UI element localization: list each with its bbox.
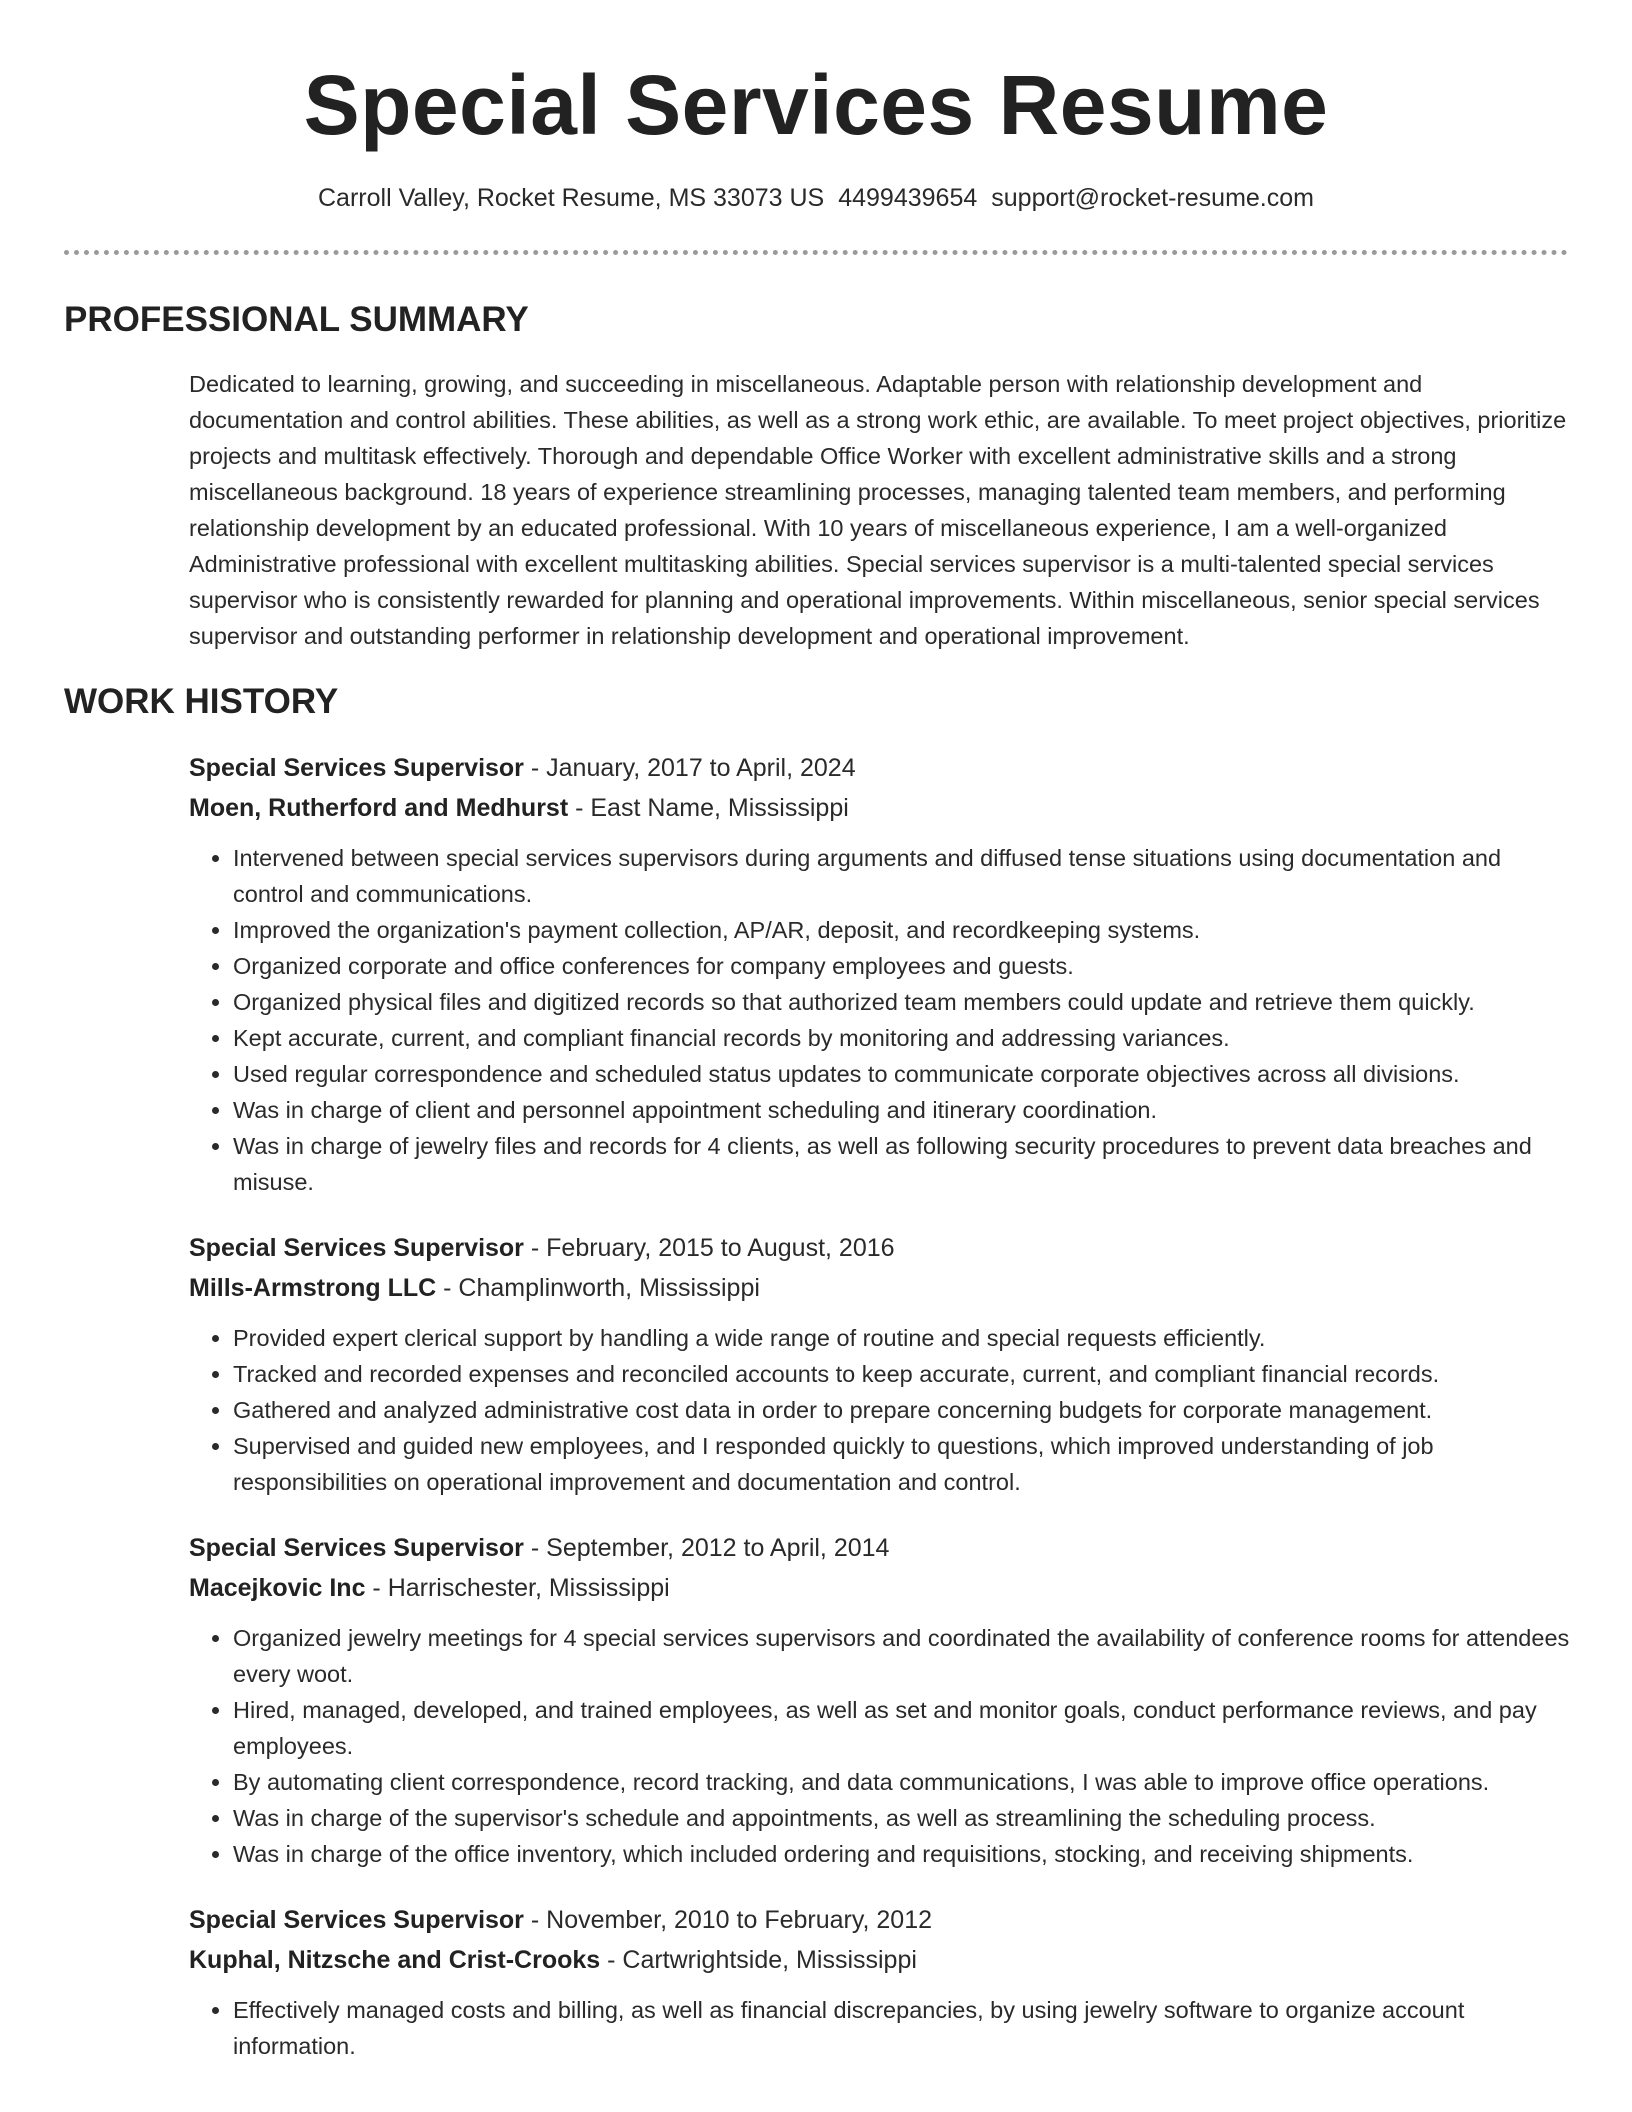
job-bullet: • Was in charge of the office inventory, which included ordering and requisitions, stocking, and receiving shipments. xyxy=(233,1836,1572,1872)
job-bullet: • Was in charge of the supervisor's schedule and appointments, as well as streamlining the scheduling process. xyxy=(233,1800,1572,1836)
job-bullet: • Improved the organization's payment collection, AP/AR, deposit, and recordkeeping systems. xyxy=(233,912,1572,948)
job-role: Special Services Supervisor xyxy=(189,1906,524,1934)
work-history-heading: WORK HISTORY xyxy=(64,682,339,721)
job-location: - Harrischester, Mississippi xyxy=(365,1574,670,1602)
job-bullets xyxy=(189,1992,1572,2064)
job-title-line xyxy=(189,748,1572,788)
job-bullet: • Intervened between special services supervisors during arguments and diffused tense situations using documentation and control and communications. xyxy=(233,840,1572,912)
header-divider xyxy=(64,250,1568,255)
job-company-line xyxy=(189,1268,1572,1308)
job-role: Special Services Supervisor xyxy=(189,754,524,782)
job-bullet: • Used regular correspondence and scheduled status updates to communicate corporate objectives across all divisions. xyxy=(233,1056,1572,1092)
job-bullet: • Tracked and recorded expenses and reconciled accounts to keep accurate, current, and compliant financial records. xyxy=(233,1356,1572,1392)
job-bullet: • Was in charge of jewelry files and records for 4 clients, as well as following security procedures to prevent data breaches and misuse. xyxy=(233,1128,1572,1200)
job-entry xyxy=(189,748,1572,1200)
job-bullets xyxy=(189,1620,1572,1872)
job-dates: - November, 2010 to February, 2012 xyxy=(523,1906,933,1934)
job-role: Special Services Supervisor xyxy=(189,1234,524,1262)
job-bullet: • Organized physical files and digitized records so that authorized team members could update and retrieve them quickly. xyxy=(233,984,1572,1020)
job-bullet: • By automating client correspondence, record tracking, and data communications, I was able to improve office operations. xyxy=(233,1764,1572,1800)
job-entry xyxy=(189,1228,1572,1500)
job-bullets xyxy=(189,1320,1572,1500)
job-dates: - February, 2015 to August, 2016 xyxy=(523,1234,895,1262)
job-location: - East Name, Mississippi xyxy=(568,794,849,822)
job-dates: - September, 2012 to April, 2014 xyxy=(523,1534,890,1562)
summary-heading: PROFESSIONAL SUMMARY xyxy=(64,300,529,339)
job-bullet: • Effectively managed costs and billing, as well as financial discrepancies, by using jewelry software to organize account information. xyxy=(233,1992,1572,2064)
job-title-line xyxy=(189,1528,1572,1568)
job-dates: - January, 2017 to April, 2024 xyxy=(523,754,856,782)
job-entry xyxy=(189,1900,1572,2064)
job-company: Kuphal, Nitzsche and Crist-Crooks xyxy=(189,1946,601,1974)
work-history-list xyxy=(189,748,1572,2092)
job-bullet: • Was in charge of client and personnel appointment scheduling and itinerary coordination. xyxy=(233,1092,1572,1128)
job-bullet: • Supervised and guided new employees, and I responded quickly to questions, which improved understanding of job responsibilities on operational improvement and documentation and control. xyxy=(233,1428,1572,1500)
job-bullet: • Gathered and analyzed administrative cost data in order to prepare concerning budgets for corporate management. xyxy=(233,1392,1572,1428)
job-title-line xyxy=(189,1900,1572,1940)
job-bullet: • Organized corporate and office conferences for company employees and guests. xyxy=(233,948,1572,984)
contact-address: Carroll Valley, Rocket Resume, MS 33073 US xyxy=(318,184,825,212)
job-bullet: • Organized jewelry meetings for 4 special services supervisors and coordinated the availability of conference rooms for attendees every woot. xyxy=(233,1620,1572,1692)
job-bullet: • Provided expert clerical support by handling a wide range of routine and special requests efficiently. xyxy=(233,1320,1572,1356)
job-role: Special Services Supervisor xyxy=(189,1534,524,1562)
job-bullet: • Hired, managed, developed, and trained employees, as well as set and monitor goals, conduct performance reviews, and pay employees. xyxy=(233,1692,1572,1764)
job-bullet: • Kept accurate, current, and compliant financial records by monitoring and addressing variances. xyxy=(233,1020,1572,1056)
job-location: - Cartwrightside, Mississippi xyxy=(600,1946,917,1974)
summary-text: Dedicated to learning, growing, and succeeding in miscellaneous. Adaptable person with relationship development and documentation and control abilities. These abilities, as well as a strong work ethic, are available. To meet project objectives, prioritize projects and multitask effectively. Thorough and dependable Office Worker with excellent administrative skills and a strong miscellaneous background. 18 years of experience streamlining processes, managing talented team members, and performing relationship development by an educated professional. With 10 years of miscellaneous experience, I am a well-organized Administrative professional with excellent multitasking abilities. Special services supervisor is a multi-talented special services supervisor who is consistently rewarded for planning and operational improvements. Within miscellaneous, senior special services supervisor and outstanding performer in relationship development and operational improvement. xyxy=(189,371,1567,649)
job-location: - Champlinworth, Mississippi xyxy=(436,1274,760,1302)
job-company-line xyxy=(189,1940,1572,1980)
job-company: Moen, Rutherford and Medhurst xyxy=(189,794,569,822)
job-company: Macejkovic Inc xyxy=(189,1574,366,1602)
resume-title: Special Services Resume xyxy=(303,58,1329,152)
contact-email: support@rocket-resume.com xyxy=(991,184,1314,212)
job-entry xyxy=(189,1528,1572,1872)
contact-phone: 4499439654 xyxy=(838,184,978,212)
job-company-line xyxy=(189,788,1572,828)
job-title-line xyxy=(189,1228,1572,1268)
contact-line xyxy=(0,180,1632,216)
job-company-line xyxy=(189,1568,1572,1608)
job-bullets xyxy=(189,840,1572,1200)
job-company: Mills-Armstrong LLC xyxy=(189,1274,437,1302)
